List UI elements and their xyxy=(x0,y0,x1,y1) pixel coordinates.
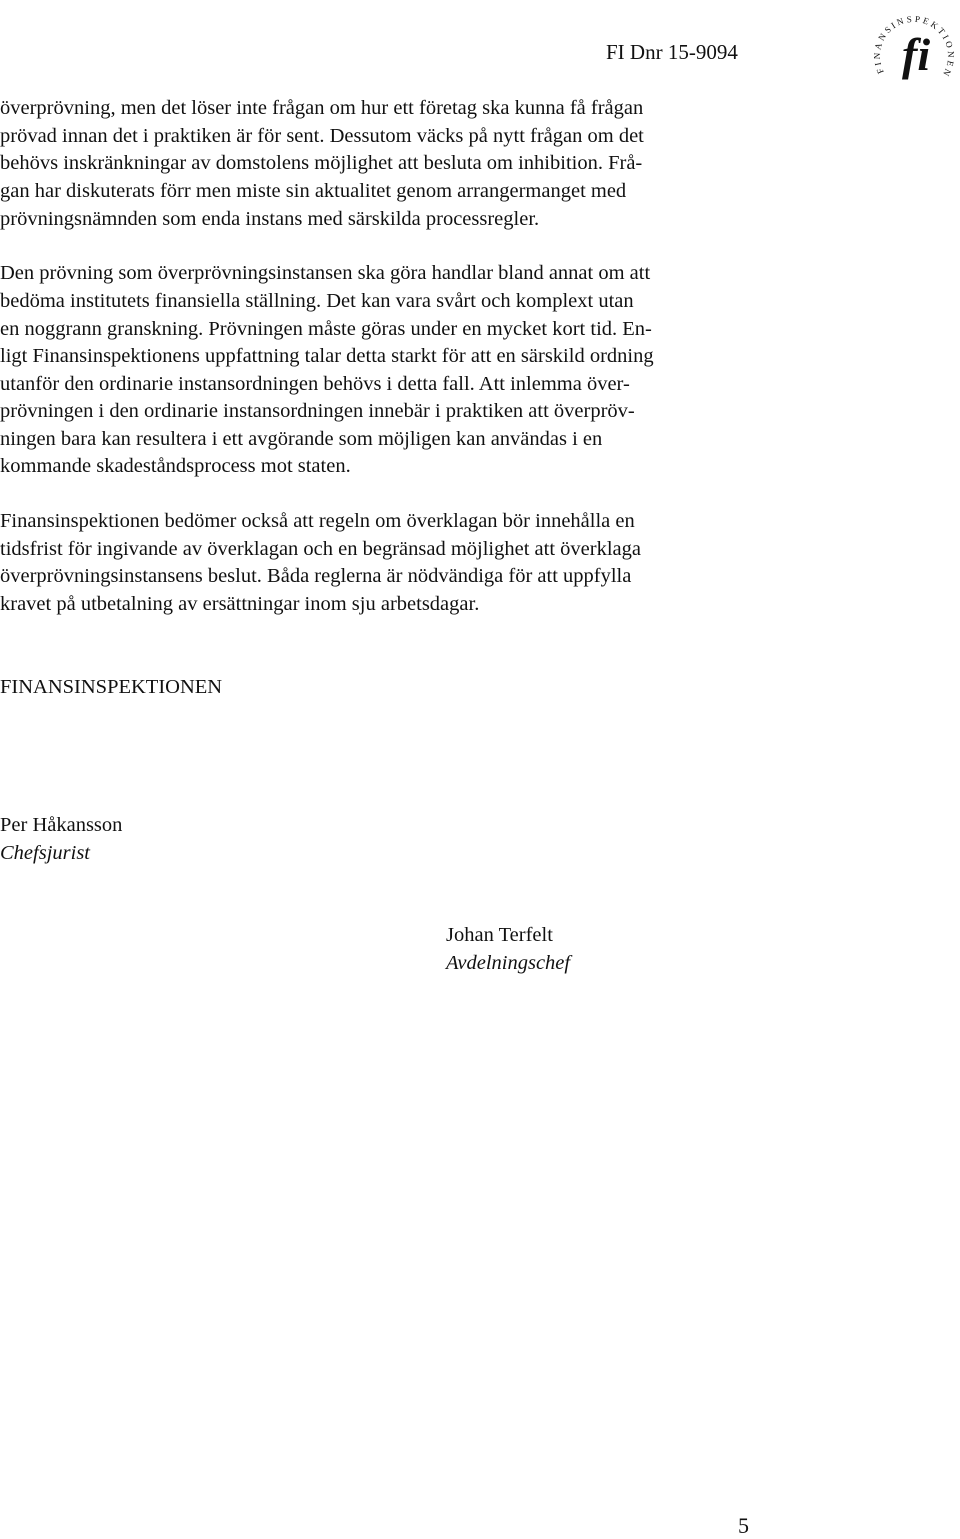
text-line: ningen bara kan resultera i ett avgörande som möjligen kan användas i en xyxy=(0,428,603,450)
signer2-title: Avdelningschef xyxy=(446,952,571,974)
text-line: prövad innan det i praktiken är för sent. Dessutom väcks på nytt frågan om det xyxy=(0,125,644,147)
text-line: bedöma institutets finansiella ställning. Det kan vara svårt och komplext utan xyxy=(0,290,634,312)
text-line: en noggrann granskning. Prövningen måste göras under en mycket kort tid. En- xyxy=(0,318,652,340)
text-line: tidsfrist för ingivande av överklagan och en begränsad möjlighet att överklaga xyxy=(0,538,641,560)
organization-name: FINANSINSPEKTIONEN xyxy=(0,676,223,698)
logo-monogram: fi xyxy=(902,29,931,80)
document-number: FI Dnr 15-9094 xyxy=(606,40,738,64)
logo-ring-text: FINANSINSPEKTIONEN xyxy=(871,13,957,80)
signer1-title: Chefsjurist xyxy=(0,842,90,864)
text-line: kommande skadeståndsprocess mot staten. xyxy=(0,455,351,477)
signer2-name: Johan Terfelt xyxy=(446,924,553,946)
text-line: ligt Finansinspektionens uppfattning talar detta starkt för att en särskild ordning xyxy=(0,345,654,367)
text-line: behövs inskränkningar av domstolens möjlighet att besluta om inhibition. Frå- xyxy=(0,152,643,174)
finansinspektionen-logo xyxy=(868,0,960,92)
text-line: Den prövning som överprövningsinstansen ska göra handlar bland annat om att xyxy=(0,262,651,284)
text-line: gan har diskuterats förr men miste sin aktualitet genom arrangermanget med xyxy=(0,180,627,202)
page-number: 5 xyxy=(738,1513,749,1538)
text-line: utanför den ordinarie instansordningen behövs i detta fall. Att inlemma över- xyxy=(0,373,630,395)
text-line: prövningsnämnden som enda instans med särskilda processregler. xyxy=(0,208,540,230)
text-line: kravet på utbetalning av ersättningar inom sju arbetsdagar. xyxy=(0,593,480,615)
text-line: överprövningsinstansens beslut. Båda reglerna är nödvändiga för att uppfylla xyxy=(0,565,632,587)
text-line: överprövning, men det löser inte frågan om hur ett företag ska kunna få frågan xyxy=(0,97,644,119)
signer1-name: Per Håkansson xyxy=(0,814,123,836)
text-line: Finansinspektionen bedömer också att regeln om överklagan bör innehålla en xyxy=(0,510,635,532)
text-line: prövningen i den ordinarie instansordningen innebär i praktiken att överpröv- xyxy=(0,400,635,422)
